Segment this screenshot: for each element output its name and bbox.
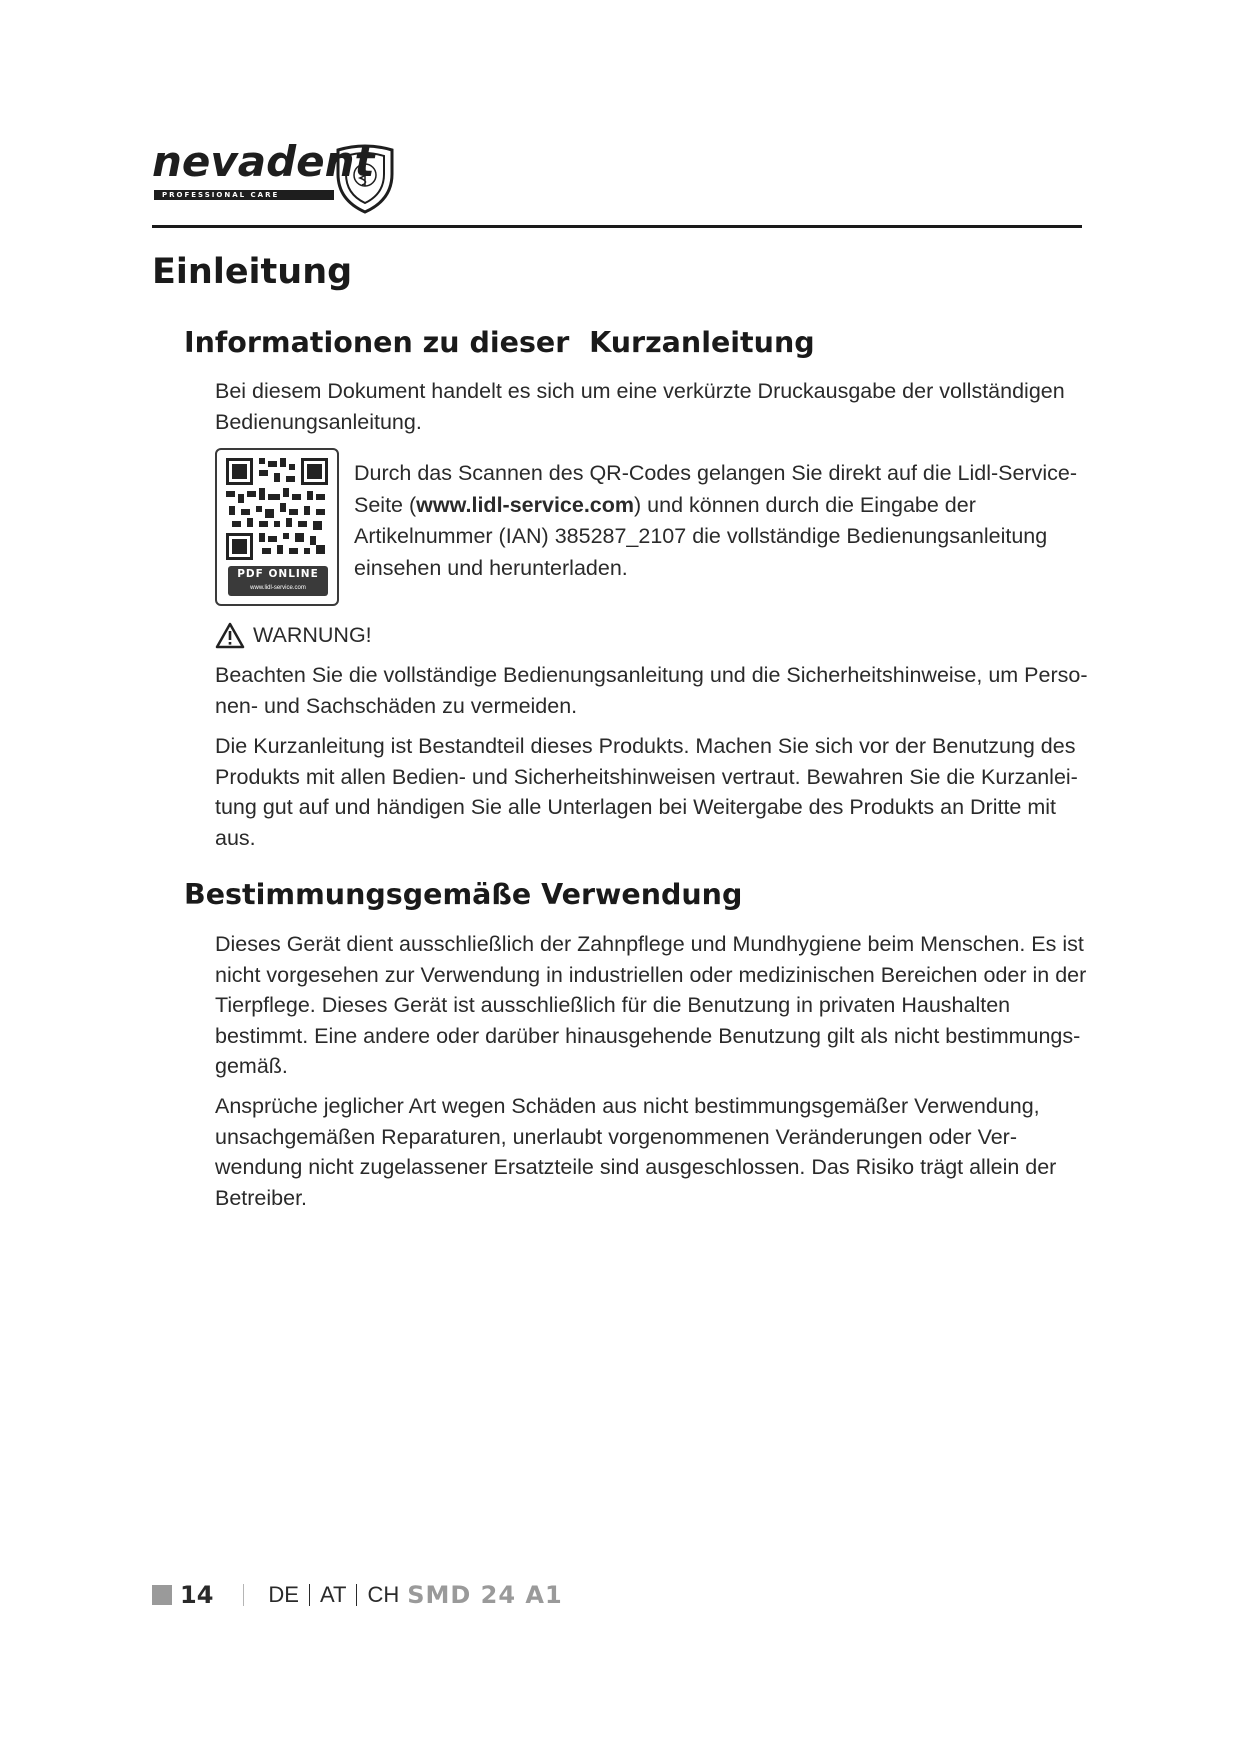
section-title-usage: Bestimmungsgemäße Verwendung xyxy=(184,878,743,911)
pdf-online-url: www.lidl-service.com xyxy=(250,585,306,591)
warning-label: WARNUNG! xyxy=(253,622,372,647)
country-divider xyxy=(356,1584,357,1606)
country-divider xyxy=(309,1584,310,1606)
warning-text: Beachten Sie die vollständige Bedienungsanleitung und die Sicherheitshinweise, um Perso-nen- und Sachschäden zu vermeiden. xyxy=(215,663,1088,718)
pdf-online-label: PDF ONLINE xyxy=(237,568,319,580)
warning-icon xyxy=(215,622,245,649)
intro-paragraph: Bei diesem Dokument handelt es sich um eine verkürzte Druckausgabe der vollständigen Bedienungsanleitung. xyxy=(215,379,1065,434)
page-footer xyxy=(152,1578,563,1612)
brand-name: nevadent xyxy=(152,137,375,186)
page-title: Einleitung xyxy=(152,252,353,292)
warning-heading xyxy=(215,620,372,650)
country-at: AT xyxy=(319,1582,347,1607)
footer-square-icon xyxy=(152,1585,172,1605)
brand-tagline: PROFESSIONAL CARE xyxy=(162,191,280,199)
qr-description xyxy=(354,458,1094,584)
kurzanleitung-paragraph: Die Kurzanleitung ist Bestandteil dieses Produkts. Machen Sie sich vor der Benutzung des Produkts mit allen Bedien- und Sicherheitshinweisen vertraut. Bewahren Sie die Kurzanlei-tung gut auf und händigen Sie alle Unterlagen bei Weitergabe des Produkts an Dritte mit aus. xyxy=(215,734,1078,850)
footer-divider xyxy=(243,1584,244,1606)
country-de: DE xyxy=(268,1582,299,1607)
qr-text-end: ) und können durch die Eingabe der Artikelnummer (IAN) 385287_2107 die vollständige Bedienungsanleitung einsehen und herunterladen. xyxy=(354,492,1048,580)
country-ch: CH xyxy=(367,1582,400,1607)
pdf-online-badge xyxy=(228,566,328,596)
shield-icon xyxy=(334,144,396,214)
page-number: 14 xyxy=(180,1581,214,1609)
header-rule xyxy=(152,225,1082,228)
qr-code-box[interactable] xyxy=(215,448,339,606)
qr-code-icon xyxy=(226,458,328,560)
section-title-info: Informationen zu dieser Kurzanleitung xyxy=(184,326,815,359)
usage-paragraph-1: Dieses Gerät dient ausschließlich der Zahnpflege und Mundhygiene beim Menschen. Es ist nicht vorgesehen zur Verwendung in industriellen oder medizinischen Bereichen oder in der Tierpflege. Dieses Gerät ist ausschließlich für die Benutzung in privaten Haushalten bestimmt. Eine andere oder darüber hinausgehende Benutzung gilt als nicht bestimmungs-gemäß. xyxy=(215,932,1087,1078)
brand-logo xyxy=(152,138,412,222)
model-number: SMD 24 A1 xyxy=(407,1581,563,1609)
usage-paragraph-2: Ansprüche jeglicher Art wegen Schäden aus nicht bestimmungsgemäßer Verwendung, unsachgemäßen Reparaturen, unerlaubt vorgenommenen Veränderungen oder Ver-wendung nicht zugelassener Ersatzteile sind ausgeschlossen. Das Risiko trägt allein der Betreiber. xyxy=(215,1094,1057,1210)
qr-text-start: Durch das Scannen des QR-Codes gelangen Sie direkt auf die Lidl-Service-Seite ( xyxy=(354,461,1078,517)
service-link[interactable]: www.lidl-service.com xyxy=(416,492,635,517)
